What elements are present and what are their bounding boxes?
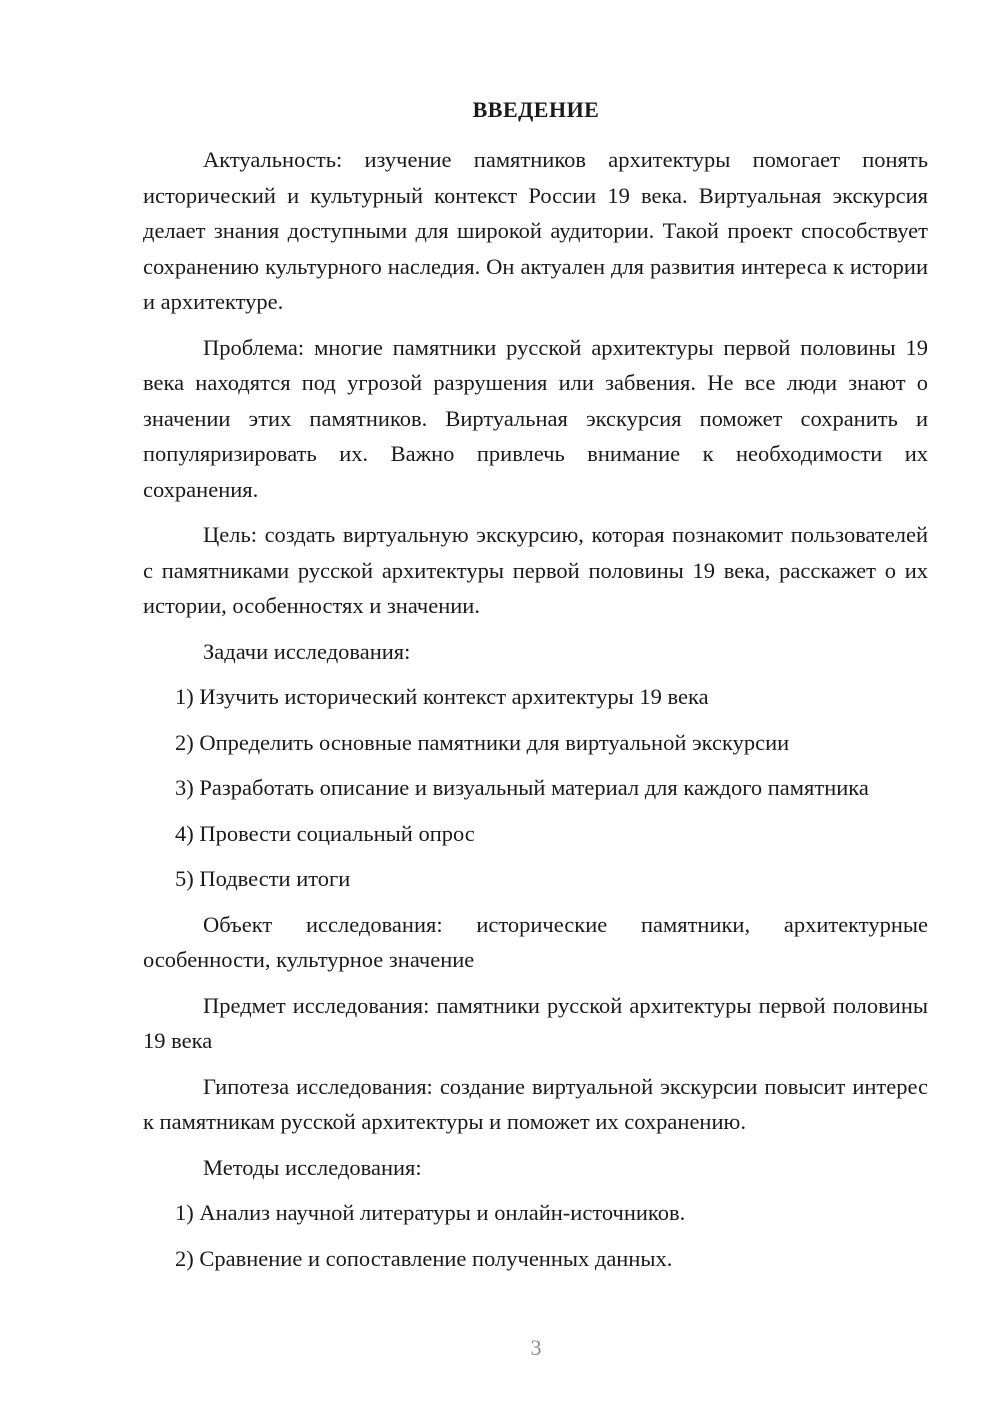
paragraph-problem: Проблема: многие памятники русской архитектуры первой половины 19 века находятся под угрозой разрушения или забвения. Не все люди знают о значении этих памятников. Виртуальная экскурсия поможет сохранить и популяризировать их. Важно привлечь внимание к необходимости их сохранения. — [143, 334, 928, 502]
task-item: 3) Разработать описание и визуальный материал для каждого памятника — [175, 775, 869, 800]
method-item: 2) Сравнение и сопоставление полученных данных. — [175, 1245, 673, 1271]
task-item: 2) Определить основные памятники для виртуальной экскурсии — [175, 729, 790, 755]
paragraph-hypothesis: Гипотеза исследования: создание виртуальной экскурсии повысит интерес к памятникам русской архитектуры и поможет их сохранению. — [143, 1073, 928, 1134]
page-title: ВВЕДЕНИЕ — [472, 97, 600, 122]
task-item: 4) Провести социальный опрос — [175, 820, 475, 846]
method-item: 1) Анализ научной литературы и онлайн-источников. — [175, 1200, 686, 1225]
body-text — [143, 142, 928, 1276]
task-item: 1) Изучить исторический контекст архитектуры 19 века — [175, 684, 709, 709]
task-item: 5) Подвести итоги — [175, 866, 351, 891]
paragraph-object: Объект исследования: исторические памятники, архитектурные особенности, культурное значение — [143, 911, 928, 972]
paragraph-relevance: Актуальность: изучение памятников архитектуры помогает понять исторический и культурный контекст России 19 века. Виртуальная экскурсия делает знания доступными для широкой аудитории. Такой проект способствует сохранению культурного наследия. Он актуален для развития интереса к истории и архитектуре. — [143, 147, 928, 314]
methods-heading: Методы исследования: — [203, 1154, 422, 1180]
page-number: 3 — [530, 1335, 542, 1360]
tasks-heading: Задачи исследования: — [203, 638, 411, 664]
paragraph-subject: Предмет исследования: памятники русской архитектуры первой половины 19 века — [143, 992, 928, 1053]
paragraph-goal: Цель: создать виртуальную экскурсию, которая познакомит пользователей с памятниками русской архитектуры первой половины 19 века, расскажет о их истории, особенностях и значении. — [143, 522, 928, 618]
